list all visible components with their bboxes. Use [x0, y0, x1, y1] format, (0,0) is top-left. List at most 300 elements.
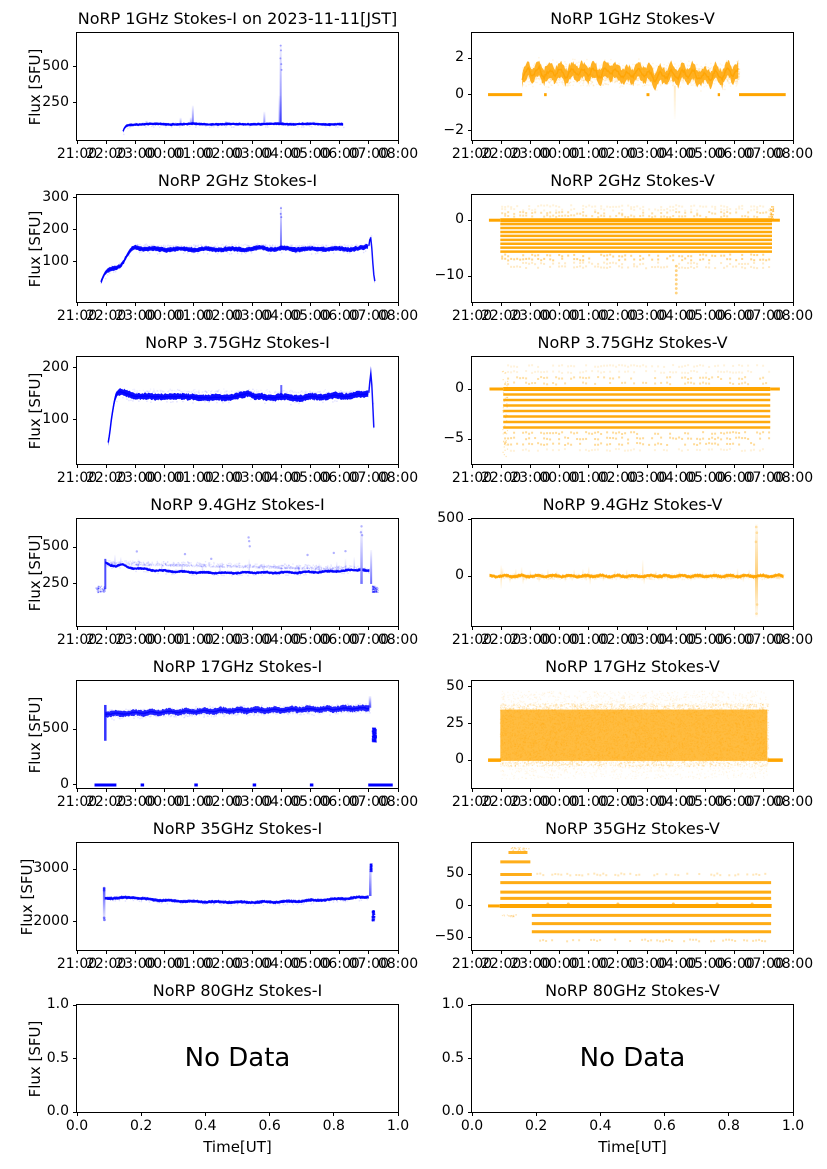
x-tick-mark	[164, 140, 165, 144]
x-tick-label: 22:00	[480, 794, 522, 810]
x-tick-mark	[676, 788, 677, 792]
y-tick-mark	[468, 874, 472, 875]
plot-area	[471, 32, 794, 141]
plot-area	[471, 356, 794, 465]
y-tick-label: 200	[42, 220, 69, 237]
x-tick-label: 0.8	[322, 1118, 345, 1134]
x-tick-mark	[734, 950, 735, 954]
x-tick-mark	[559, 950, 560, 954]
plot-area	[76, 842, 399, 951]
y-tick-mark	[73, 367, 77, 368]
x-tick-label: 01:00	[568, 146, 609, 162]
x-tick-label: 05:00	[290, 632, 331, 648]
x-tick-label: 00:00	[144, 956, 185, 972]
norp-2ghz-stokes-v-canvas	[472, 195, 793, 302]
plot-area	[76, 32, 399, 141]
y-tick-label: 1.0	[441, 996, 464, 1012]
x-tick-label: 08:00	[377, 308, 419, 324]
x-tick-label: 1.0	[386, 1118, 410, 1134]
y-tick-mark	[73, 784, 77, 785]
x-tick-label: 03:00	[231, 794, 273, 810]
y-tick-mark	[73, 66, 77, 67]
x-tick-mark	[135, 950, 136, 954]
x-tick-mark	[193, 626, 194, 630]
x-tick-mark	[559, 302, 560, 306]
x-tick-label: 0.4	[589, 1118, 612, 1134]
x-tick-mark	[339, 950, 340, 954]
x-tick-mark	[339, 626, 340, 630]
x-tick-mark	[734, 788, 735, 792]
x-tick-mark	[164, 464, 165, 468]
x-tick-label: 00:00	[539, 308, 580, 324]
x-tick-mark	[763, 140, 764, 144]
x-tick-mark	[705, 626, 706, 630]
y-tick-label: 2000	[33, 912, 69, 929]
x-tick-label: 02:00	[597, 956, 639, 972]
x-tick-label: 08:00	[772, 794, 814, 810]
x-tick-label: 04:00	[656, 146, 697, 162]
x-tick-mark	[310, 302, 311, 306]
x-tick-mark	[734, 302, 735, 306]
x-tick-mark	[368, 626, 369, 630]
y-tick-label: 100	[42, 410, 69, 427]
plot-title: NoRP 9.4GHz Stokes-V	[542, 495, 723, 514]
x-tick-label: 22:00	[480, 308, 522, 324]
x-tick-label: 00:00	[144, 308, 185, 324]
x-tick-mark	[310, 950, 311, 954]
y-tick-label: 250	[42, 574, 69, 591]
y-tick-label: −5	[443, 430, 464, 446]
x-tick-label: 00:00	[539, 470, 580, 486]
x-tick-label: 04:00	[261, 308, 302, 324]
x-tick-mark	[676, 464, 677, 468]
x-tick-label: 21:00	[451, 308, 493, 324]
x-tick-mark	[164, 626, 165, 630]
x-tick-label: 01:00	[173, 308, 214, 324]
x-tick-mark	[339, 464, 340, 468]
x-tick-label: 02:00	[597, 794, 639, 810]
x-tick-mark	[530, 464, 531, 468]
x-tick-mark	[368, 302, 369, 306]
x-tick-mark	[600, 1112, 601, 1116]
x-tick-label: 22:00	[85, 146, 127, 162]
plot-title: NoRP 3.75GHz Stokes-V	[537, 333, 728, 352]
x-tick-label: 05:00	[685, 470, 726, 486]
x-tick-mark	[398, 950, 399, 954]
x-tick-mark	[368, 140, 369, 144]
x-tick-mark	[647, 626, 648, 630]
x-tick-label: 21:00	[451, 470, 493, 486]
plot-title: NoRP 35GHz Stokes-V	[545, 819, 720, 838]
plot-area	[471, 680, 794, 789]
x-tick-label: 21:00	[451, 956, 493, 972]
x-tick-label: 23:00	[115, 308, 156, 324]
x-tick-label: 03:00	[626, 956, 668, 972]
plot-title: NoRP 3.75GHz Stokes-I	[145, 333, 330, 352]
x-tick-mark	[77, 140, 78, 144]
x-tick-mark	[763, 788, 764, 792]
x-tick-mark	[164, 788, 165, 792]
x-tick-mark	[763, 626, 764, 630]
y-tick-label: 0	[455, 751, 464, 768]
x-tick-mark	[793, 788, 794, 792]
x-tick-mark	[588, 788, 589, 792]
x-tick-mark	[281, 950, 282, 954]
x-tick-label: 04:00	[261, 470, 302, 486]
x-tick-label: 06:00	[714, 632, 755, 648]
x-tick-mark	[617, 788, 618, 792]
x-tick-mark	[617, 140, 618, 144]
x-axis-label: Time[UT]	[203, 1138, 272, 1156]
x-tick-label: 01:00	[568, 632, 609, 648]
y-tick-mark	[73, 229, 77, 230]
y-tick-mark	[468, 519, 472, 520]
y-tick-mark	[468, 130, 472, 131]
y-axis-label: Flux [SFU]	[26, 372, 44, 449]
x-tick-label: 0.4	[194, 1118, 217, 1134]
y-tick-label: 500	[437, 510, 464, 526]
x-tick-mark	[398, 1112, 399, 1116]
norp-17ghz-stokes-i-canvas	[77, 681, 398, 788]
x-tick-label: 01:00	[173, 956, 214, 972]
plot-title: NoRP 2GHz Stokes-I	[157, 171, 318, 190]
plot-title: NoRP 2GHz Stokes-V	[550, 171, 715, 190]
x-tick-mark	[252, 302, 253, 306]
x-tick-mark	[472, 626, 473, 630]
x-tick-mark	[398, 464, 399, 468]
x-tick-mark	[77, 788, 78, 792]
x-tick-mark	[472, 302, 473, 306]
y-axis-label: Flux [SFU]	[26, 210, 44, 287]
y-tick-label: −10	[434, 267, 464, 284]
x-tick-label: 08:00	[772, 308, 814, 324]
x-tick-mark	[536, 1112, 537, 1116]
plot-area	[471, 842, 794, 951]
x-tick-mark	[106, 464, 107, 468]
x-tick-label: 1.0	[781, 1118, 805, 1134]
x-tick-label: 00:00	[144, 146, 185, 162]
x-tick-mark	[559, 788, 560, 792]
x-tick-label: 08:00	[377, 956, 419, 972]
y-tick-label: 1.0	[46, 996, 69, 1012]
x-tick-mark	[664, 1112, 665, 1116]
x-tick-mark	[106, 302, 107, 306]
y-tick-label: 25	[446, 714, 464, 731]
x-tick-label: 03:00	[231, 470, 273, 486]
x-tick-label: 08:00	[377, 146, 419, 162]
x-tick-mark	[617, 950, 618, 954]
x-tick-mark	[676, 626, 677, 630]
x-tick-label: 22:00	[480, 470, 522, 486]
x-tick-mark	[728, 1112, 729, 1116]
y-tick-label: 200	[42, 358, 69, 375]
x-tick-mark	[135, 788, 136, 792]
x-tick-mark	[763, 302, 764, 306]
plot-area	[76, 356, 399, 465]
y-axis-label: Flux [SFU]	[26, 1020, 44, 1097]
x-tick-label: 07:00	[348, 794, 389, 810]
x-tick-label: 0.6	[653, 1118, 676, 1134]
norp-17ghz-stokes-v-canvas	[472, 681, 793, 788]
plot-title: NoRP 17GHz Stokes-I	[152, 657, 323, 676]
x-tick-label: 06:00	[319, 146, 360, 162]
x-tick-mark	[252, 950, 253, 954]
x-tick-mark	[793, 140, 794, 144]
y-tick-label: 250	[42, 93, 69, 110]
x-tick-mark	[77, 950, 78, 954]
norp-3.75ghz-stokes-v-canvas	[472, 357, 793, 464]
y-tick-mark	[73, 1112, 77, 1113]
x-tick-mark	[368, 950, 369, 954]
x-tick-label: 07:00	[348, 632, 389, 648]
x-tick-label: 21:00	[56, 632, 98, 648]
x-tick-mark	[501, 626, 502, 630]
x-tick-mark	[588, 302, 589, 306]
y-tick-label: 0	[455, 567, 464, 584]
x-tick-label: 04:00	[261, 146, 302, 162]
x-tick-label: 07:00	[348, 470, 389, 486]
x-tick-mark	[398, 140, 399, 144]
x-tick-label: 00:00	[539, 632, 580, 648]
x-tick-label: 02:00	[202, 956, 244, 972]
x-tick-label: 08:00	[772, 632, 814, 648]
y-tick-label: 50	[446, 677, 464, 694]
x-tick-label: 03:00	[626, 308, 668, 324]
x-tick-label: 01:00	[173, 794, 214, 810]
x-tick-label: 05:00	[290, 470, 331, 486]
x-tick-label: 00:00	[539, 956, 580, 972]
x-tick-label: 21:00	[56, 794, 98, 810]
x-tick-mark	[472, 140, 473, 144]
x-tick-label: 06:00	[714, 794, 755, 810]
x-tick-mark	[77, 464, 78, 468]
x-tick-label: 0.6	[258, 1118, 281, 1134]
x-tick-label: 23:00	[510, 794, 551, 810]
x-tick-mark	[617, 464, 618, 468]
x-tick-label: 00:00	[144, 794, 185, 810]
x-tick-label: 06:00	[714, 956, 755, 972]
x-tick-mark	[793, 464, 794, 468]
y-tick-mark	[468, 58, 472, 59]
y-tick-label: −2	[443, 121, 464, 138]
x-tick-label: 07:00	[348, 956, 389, 972]
x-tick-mark	[281, 788, 282, 792]
x-tick-mark	[77, 626, 78, 630]
x-tick-label: 22:00	[85, 470, 127, 486]
x-tick-mark	[77, 302, 78, 306]
x-tick-label: 05:00	[290, 956, 331, 972]
x-tick-mark	[222, 950, 223, 954]
x-tick-mark	[472, 788, 473, 792]
x-tick-label: 04:00	[261, 956, 302, 972]
x-tick-label: 07:00	[743, 470, 784, 486]
y-tick-mark	[73, 1005, 77, 1006]
x-tick-mark	[135, 464, 136, 468]
x-tick-label: 22:00	[85, 632, 127, 648]
x-tick-mark	[193, 788, 194, 792]
x-tick-mark	[676, 950, 677, 954]
x-tick-mark	[530, 950, 531, 954]
x-tick-label: 02:00	[597, 146, 639, 162]
plot-area	[76, 680, 399, 789]
x-tick-label: 08:00	[377, 470, 419, 486]
y-tick-label: −50	[434, 928, 464, 945]
x-tick-mark	[368, 464, 369, 468]
y-tick-mark	[468, 1005, 472, 1006]
x-tick-label: 21:00	[451, 632, 493, 648]
plot-area	[471, 518, 794, 627]
x-tick-mark	[501, 302, 502, 306]
x-tick-label: 03:00	[626, 146, 668, 162]
x-tick-label: 02:00	[202, 146, 244, 162]
plot-title: NoRP 35GHz Stokes-I	[152, 819, 323, 838]
y-tick-mark	[468, 276, 472, 277]
x-tick-label: 0.0	[65, 1118, 89, 1134]
x-tick-label: 23:00	[510, 308, 551, 324]
y-tick-label: 50	[446, 865, 464, 882]
x-tick-mark	[193, 140, 194, 144]
x-tick-mark	[106, 788, 107, 792]
y-tick-mark	[73, 583, 77, 584]
x-tick-label: 0.8	[717, 1118, 740, 1134]
x-tick-label: 22:00	[480, 956, 522, 972]
y-tick-mark	[468, 686, 472, 687]
y-axis-label: Flux [SFU]	[26, 48, 44, 125]
x-tick-label: 04:00	[656, 956, 697, 972]
x-tick-label: 22:00	[480, 146, 522, 162]
x-tick-label: 21:00	[451, 146, 493, 162]
x-tick-label: 0.2	[525, 1118, 548, 1134]
x-tick-mark	[501, 464, 502, 468]
x-tick-label: 04:00	[261, 794, 302, 810]
y-tick-label: 3000	[33, 860, 69, 876]
x-tick-mark	[135, 140, 136, 144]
x-axis-label: Time[UT]	[598, 1138, 667, 1156]
x-tick-label: 02:00	[597, 470, 639, 486]
x-tick-mark	[472, 950, 473, 954]
x-tick-label: 06:00	[714, 146, 755, 162]
y-tick-label: 0.5	[46, 1049, 69, 1066]
x-tick-label: 21:00	[451, 794, 493, 810]
x-tick-label: 07:00	[348, 308, 389, 324]
x-tick-mark	[472, 1112, 473, 1116]
x-tick-label: 23:00	[115, 794, 156, 810]
x-tick-label: 00:00	[144, 470, 185, 486]
y-tick-mark	[468, 1112, 472, 1113]
x-tick-mark	[106, 950, 107, 954]
y-tick-label: 0	[60, 775, 69, 792]
x-tick-label: 05:00	[290, 794, 331, 810]
plot-title: NoRP 1GHz Stokes-V	[550, 9, 715, 28]
x-tick-label: 23:00	[115, 956, 156, 972]
x-tick-mark	[310, 626, 311, 630]
x-tick-mark	[705, 140, 706, 144]
x-tick-mark	[281, 626, 282, 630]
x-tick-label: 04:00	[656, 632, 697, 648]
x-tick-mark	[705, 464, 706, 468]
x-tick-mark	[705, 950, 706, 954]
x-tick-label: 01:00	[568, 794, 609, 810]
x-tick-mark	[193, 302, 194, 306]
x-tick-label: 03:00	[626, 794, 668, 810]
x-tick-label: 02:00	[202, 794, 244, 810]
y-tick-mark	[73, 547, 77, 548]
x-tick-mark	[705, 302, 706, 306]
x-tick-mark	[501, 140, 502, 144]
x-tick-label: 21:00	[56, 308, 98, 324]
plot-title: NoRP 80GHz Stokes-V	[545, 981, 720, 1000]
x-tick-label: 08:00	[377, 632, 419, 648]
x-tick-label: 05:00	[290, 146, 331, 162]
x-tick-label: 04:00	[656, 308, 697, 324]
x-tick-label: 05:00	[685, 794, 726, 810]
y-tick-mark	[73, 921, 77, 922]
y-tick-mark	[468, 389, 472, 390]
x-tick-label: 02:00	[597, 632, 639, 648]
y-tick-label: 300	[42, 188, 69, 205]
y-tick-label: 0	[455, 380, 464, 396]
x-tick-label: 04:00	[656, 470, 697, 486]
y-tick-mark	[73, 102, 77, 103]
x-tick-mark	[793, 626, 794, 630]
x-tick-label: 03:00	[626, 470, 668, 486]
x-tick-mark	[559, 464, 560, 468]
x-tick-label: 0.0	[460, 1118, 484, 1134]
x-tick-label: 06:00	[319, 632, 360, 648]
x-tick-mark	[205, 1112, 206, 1116]
x-tick-mark	[647, 302, 648, 306]
x-tick-mark	[588, 950, 589, 954]
x-tick-label: 05:00	[685, 146, 726, 162]
x-tick-mark	[339, 302, 340, 306]
no-data-text: No Data	[579, 1042, 686, 1073]
x-tick-label: 03:00	[231, 308, 273, 324]
x-tick-label: 01:00	[173, 146, 214, 162]
x-tick-mark	[793, 950, 794, 954]
norp-1ghz-stokes-i-canvas	[77, 33, 398, 140]
norp-2ghz-stokes-i-canvas	[77, 195, 398, 302]
x-tick-label: 06:00	[319, 308, 360, 324]
x-tick-label: 22:00	[85, 956, 127, 972]
x-tick-label: 06:00	[714, 308, 755, 324]
norp-35ghz-stokes-v-canvas	[472, 843, 793, 950]
x-tick-label: 01:00	[173, 470, 214, 486]
y-tick-label: 500	[42, 538, 69, 555]
x-tick-label: 06:00	[319, 956, 360, 972]
x-tick-label: 23:00	[115, 632, 156, 648]
norp-9.4ghz-stokes-v-canvas	[472, 519, 793, 626]
x-tick-mark	[222, 788, 223, 792]
plot-title: NoRP 1GHz Stokes-I on 2023-11-11[JST]	[77, 9, 398, 28]
plot-title: NoRP 80GHz Stokes-I	[152, 981, 323, 1000]
x-tick-label: 03:00	[231, 956, 273, 972]
x-tick-mark	[164, 950, 165, 954]
x-tick-label: 00:00	[144, 632, 185, 648]
plot-area	[76, 194, 399, 303]
x-tick-label: 07:00	[743, 794, 784, 810]
x-tick-label: 06:00	[319, 794, 360, 810]
x-tick-mark	[252, 788, 253, 792]
plot-title: NoRP 9.4GHz Stokes-I	[150, 495, 325, 514]
x-tick-mark	[559, 626, 560, 630]
x-tick-label: 03:00	[231, 146, 273, 162]
x-tick-label: 02:00	[597, 308, 639, 324]
x-tick-mark	[793, 1112, 794, 1116]
x-tick-mark	[588, 464, 589, 468]
x-tick-mark	[398, 302, 399, 306]
x-tick-mark	[310, 788, 311, 792]
x-tick-mark	[310, 464, 311, 468]
